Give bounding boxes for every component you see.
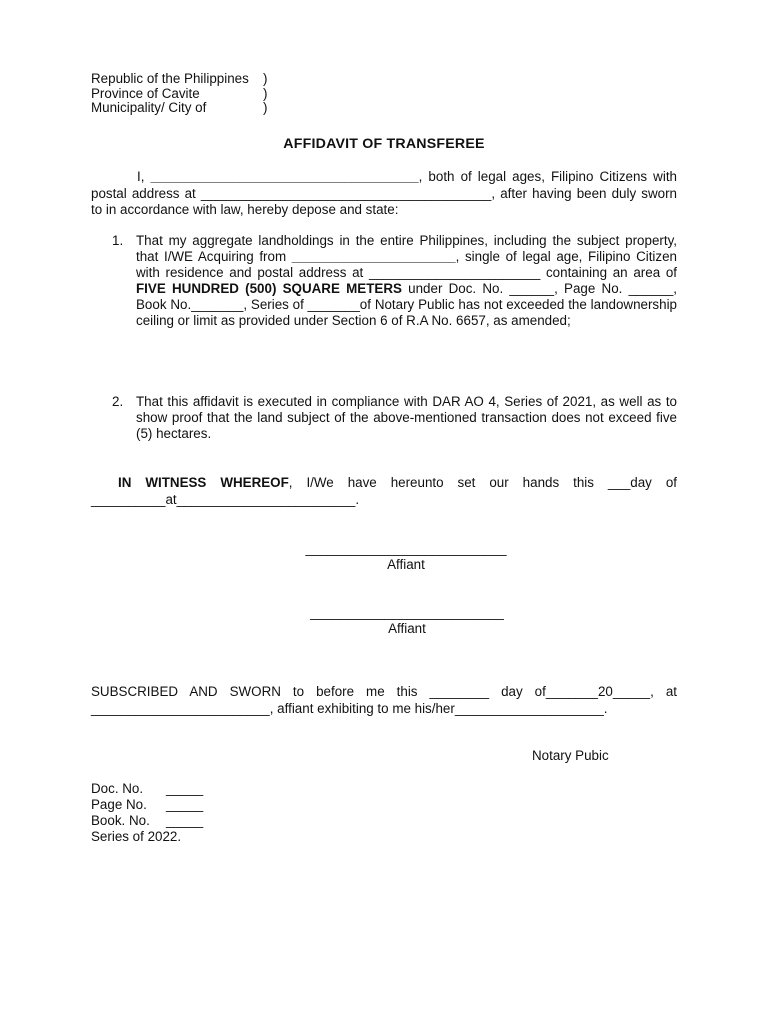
list-item-2 — [112, 394, 677, 442]
header-label: Municipality/ City of — [91, 100, 207, 115]
signature-block-1 — [292, 541, 520, 573]
header-label: Province of Cavite — [91, 85, 200, 101]
item-text: , single of legal age, Filipino Citizen with residence and postal address at — [136, 249, 677, 281]
signature-line: ___________________________ — [305, 541, 507, 556]
address-blank: _______________________________________ — [200, 185, 492, 201]
witness-paragraph — [91, 474, 677, 508]
acquired-from-blank: ______________________ — [291, 249, 456, 265]
list-item-text: That this affidavit is executed in compliance with DAR AO 4, Series of 2021, as well as to show proof that the land subject of the above-mentioned transaction does not exceed five (5) hectares. — [136, 394, 677, 442]
doc-info-row — [91, 797, 203, 813]
list-number: 2. — [112, 394, 124, 409]
signature-block-2 — [298, 605, 516, 637]
signature-line: __________________________ — [310, 605, 504, 620]
intro-text-middle: , both of legal ages, Filipino Citizens with postal address at — [91, 169, 677, 201]
document-title: AFFIDAVIT OF TRANSFEREE — [283, 136, 485, 152]
intro-paragraph — [91, 169, 677, 219]
header-line-municipality — [91, 101, 267, 116]
item-text: under Doc. No. ______, Page No. ______, Book No._______, Series of _______of Notary Public has not exceeded the landownership ceiling or limit as provided under Section 6 of R.A No. 6657, as amended; — [136, 281, 677, 329]
doc-info-row — [91, 813, 203, 829]
area-bold: FIVE HUNDRED (500) SQUARE METERS — [136, 281, 402, 297]
doc-info-value: _____ — [166, 813, 204, 828]
list-item-text — [136, 233, 677, 330]
header-paren: ) — [263, 100, 268, 115]
document-header — [91, 72, 267, 116]
doc-info-row — [91, 829, 203, 845]
header-paren: ) — [263, 71, 268, 86]
item-text: containing an area of — [540, 265, 678, 281]
witness-text: , I/We have hereunto set our hands this ___day of __________at________________________. — [91, 475, 677, 507]
name-blank: ____________________________________ — [150, 169, 419, 184]
header-paren: ) — [263, 85, 268, 101]
intro-text-end: , after having been duly sworn to in accordance with law, hereby depose and state: — [91, 185, 678, 217]
doc-info-label: Page No. — [91, 797, 147, 812]
doc-info-label: Doc. No. — [91, 781, 144, 796]
doc-info-block — [91, 781, 203, 845]
header-line-republic — [91, 72, 267, 87]
doc-info-label: Series of 2022. — [91, 829, 182, 844]
doc-info-label: Book. No. — [91, 813, 150, 828]
list-item-1 — [112, 233, 677, 330]
item-text: That my aggregate landholdings in the entire Philippines, including the subject property, that I/WE Acquiring from — [136, 233, 677, 265]
witness-bold: IN WITNESS WHEREOF — [118, 475, 289, 490]
residence-blank: _______________________ — [368, 265, 541, 281]
header-line-province — [91, 87, 267, 102]
header-label: Republic of the Philippines — [91, 71, 249, 86]
doc-info-value: _____ — [166, 797, 204, 812]
subscribed-paragraph: SUBSCRIBED AND SWORN to before me this ________ day of_______20_____, at ________________________, affiant exhibiting to me his/her____________________. — [91, 684, 677, 716]
intro-text-start: I, — [137, 169, 145, 184]
doc-info-row — [91, 781, 203, 797]
signature-label: Affiant — [388, 621, 426, 636]
signature-label: Affiant — [387, 557, 425, 572]
list-number: 1. — [112, 233, 124, 248]
doc-info-value: _____ — [166, 781, 204, 796]
notary-label: Notary Pubic — [532, 748, 609, 763]
